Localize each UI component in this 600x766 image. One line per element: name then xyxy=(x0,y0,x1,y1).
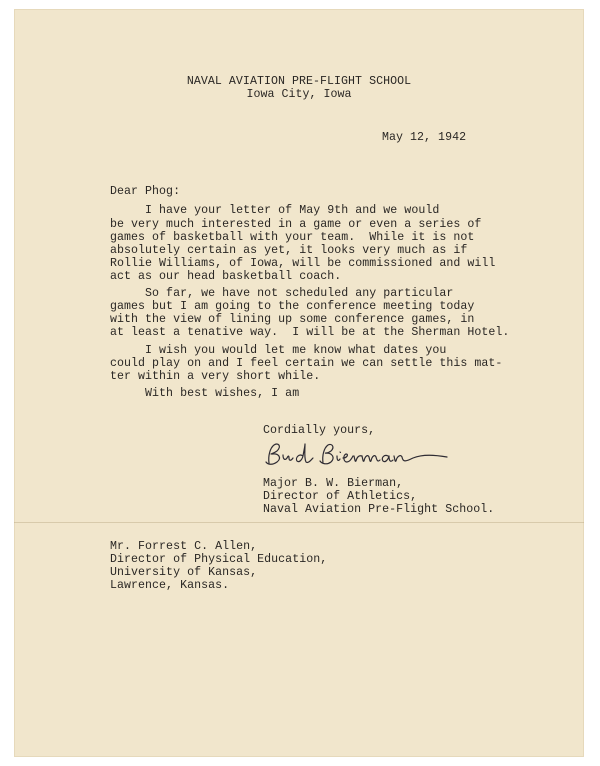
recipient-name: Mr. Forrest C. Allen, xyxy=(110,540,258,553)
body-line: absolutely certain as yet, it looks very much as if xyxy=(110,244,468,257)
body-line: at least a tenative way. I will be at the Sherman Hotel. xyxy=(110,326,510,339)
body-line: could play on and I feel certain we can settle this mat- xyxy=(110,357,503,370)
letter-date: May 12, 1942 xyxy=(382,131,467,144)
body-line: act as our head basketball coach. xyxy=(110,270,342,283)
body-line: ter within a very short while. xyxy=(110,370,321,383)
recipient-city: Lawrence, Kansas. xyxy=(110,579,230,592)
body-line: be very much interested in a game or even a series of xyxy=(110,218,482,231)
body-line: So far, we have not scheduled any particular xyxy=(110,287,454,300)
signer-organization: Naval Aviation Pre-Flight School. xyxy=(263,503,495,516)
letter-page xyxy=(14,9,584,757)
body-line: I have your letter of May 9th and we would xyxy=(110,204,440,217)
letterhead-location: Iowa City, Iowa xyxy=(246,88,352,101)
body-line: games but I am going to the conference meeting today xyxy=(110,300,475,313)
body-line: with the view of lining up some conference games, in xyxy=(110,313,475,326)
paper-fold-crease xyxy=(14,522,584,523)
letterhead-school-name: NAVAL AVIATION PRE-FLIGHT SCHOOL xyxy=(186,75,412,88)
body-line: Rollie Williams, of Iowa, will be commissioned and will xyxy=(110,257,496,270)
salutation: Dear Phog: xyxy=(110,185,181,198)
closing: Cordially yours, xyxy=(263,424,376,437)
signer-name: Major B. W. Bierman, xyxy=(263,477,404,490)
recipient-institution: University of Kansas, xyxy=(110,566,258,579)
signer-title: Director of Athletics, xyxy=(263,490,418,503)
body-line: I wish you would let me know what dates you xyxy=(110,344,447,357)
body-line: games of basketball with your team. While it is not xyxy=(110,231,475,244)
body-line: With best wishes, I am xyxy=(110,387,300,400)
recipient-title: Director of Physical Education, xyxy=(110,553,328,566)
handwritten-signature xyxy=(263,441,453,469)
